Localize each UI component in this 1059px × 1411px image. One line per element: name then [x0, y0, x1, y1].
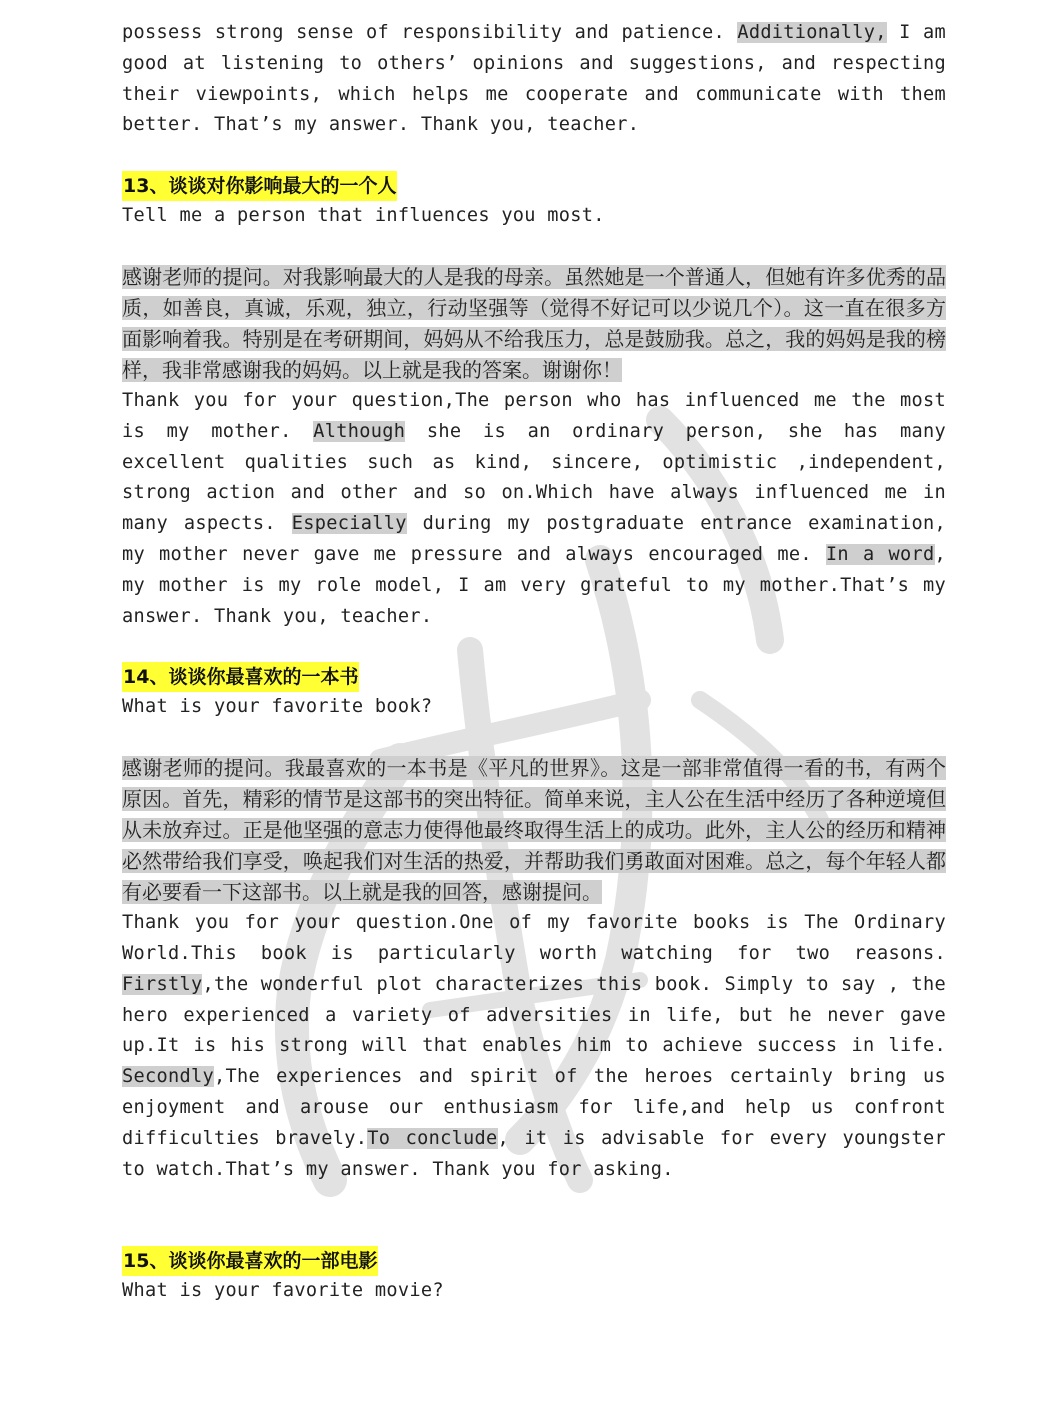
highlighted-connective: To conclude	[367, 1127, 498, 1149]
section14-answer-english	[122, 908, 946, 1185]
highlighted-connective: In a word	[825, 543, 935, 565]
text-run: , my mother is my role model, I am very grateful to my mother.That’s my answer. Thank you, teacher.	[122, 543, 947, 627]
section14	[122, 662, 946, 1185]
text-run: she is an ordinary person, she has many excellent qualities such as kind, sincere, optimistic ,independent, strong action and other and so on.Which have always influenced me in many aspects.	[122, 420, 947, 535]
section14-answer-chinese	[122, 753, 946, 908]
text-run: during my postgraduate entrance examination, my mother never gave me pressure and always encouraged me.	[122, 513, 947, 565]
text-run: Thank you for your question,The person who has influenced me the most is my mother.	[122, 389, 946, 442]
section14-heading: 14、谈谈你最喜欢的一本书	[122, 662, 359, 692]
highlighted-connective: Although	[313, 420, 406, 442]
text-run: ,the wonderful plot characterizes this book. Simply to say , the hero experienced a variety of adversities in life, but he never gave up.It is his strong will that enables him to achieve success in life.	[122, 973, 946, 1057]
highlighted-connective: Secondly	[122, 1066, 214, 1088]
text-run: ,The experiences and spirit of the heroes certainly bring us enjoyment and arouse our enthusiasm for life,and help us confront difficulties bravely.	[122, 1066, 946, 1149]
highlighted-chinese-text: 感谢老师的提问。我最喜欢的一本书是《平凡的世界》。这是一部非常值得一看的书，有两个原因。首先，精彩的情节是这部书的突出特征。简单来说，主人公在生活中经历了各种逆境但从未放弃过。正是他坚强的意志力使得他最终取得生活上的成功。此外，主人公的经历和精神必然带给我们享受，唤起我们对生活的热爱，并帮助我们勇敢面对困难。总之，每个年轻人都有必要看一下这部书。以上就是我的回答，感谢提问。	[122, 756, 946, 905]
highlighted-connective: Firstly	[122, 973, 203, 995]
section13	[122, 171, 946, 632]
highlighted-connective: Additionally,	[737, 22, 887, 43]
highlighted-chinese-text: 感谢老师的提问。对我影响最大的人是我的母亲。虽然她是一个普通人，但她有许多优秀的品质，如善良，真诚，乐观，独立，行动坚强等（觉得不好记可以少说几个）。这一直在很多方面影响着我。特别是在考研期间，妈妈从不给我压力，总是鼓励我。总之，我的妈妈是我的榜样，我非常感谢我的妈妈。以上就是我的答案。谢谢你！	[122, 264, 946, 382]
section12-answer-tail	[122, 18, 946, 141]
section13-question: Tell me a person that influences you most.	[122, 205, 605, 227]
section15-heading: 15、谈谈你最喜欢的一部电影	[122, 1246, 378, 1276]
text-run: , it is advisable for every youngster to watch.That’s my answer. Thank you for asking.	[122, 1127, 946, 1180]
section15-question: What is your favorite movie?	[122, 1280, 444, 1302]
highlighted-connective: Especially	[291, 513, 407, 535]
section13-answer-chinese	[122, 262, 946, 386]
text-run: Thank you for your question.One of my favorite books is The Ordinary World.This book is particularly worth watching for two reasons.	[122, 912, 946, 964]
text-run: possess strong sense of responsibility and patience.	[122, 22, 738, 43]
section14-question: What is your favorite book?	[122, 696, 433, 718]
section15	[122, 1246, 946, 1307]
document-content	[122, 18, 946, 1307]
section13-answer-english	[122, 386, 946, 632]
text-run: I am good at listening to others’ opinions and suggestions, and respecting their viewpoints, which helps me cooperate and communicate with them better. That’s my answer. Thank you, teacher.	[122, 22, 946, 136]
section13-heading: 13、谈谈对你影响最大的一个人	[122, 171, 397, 201]
